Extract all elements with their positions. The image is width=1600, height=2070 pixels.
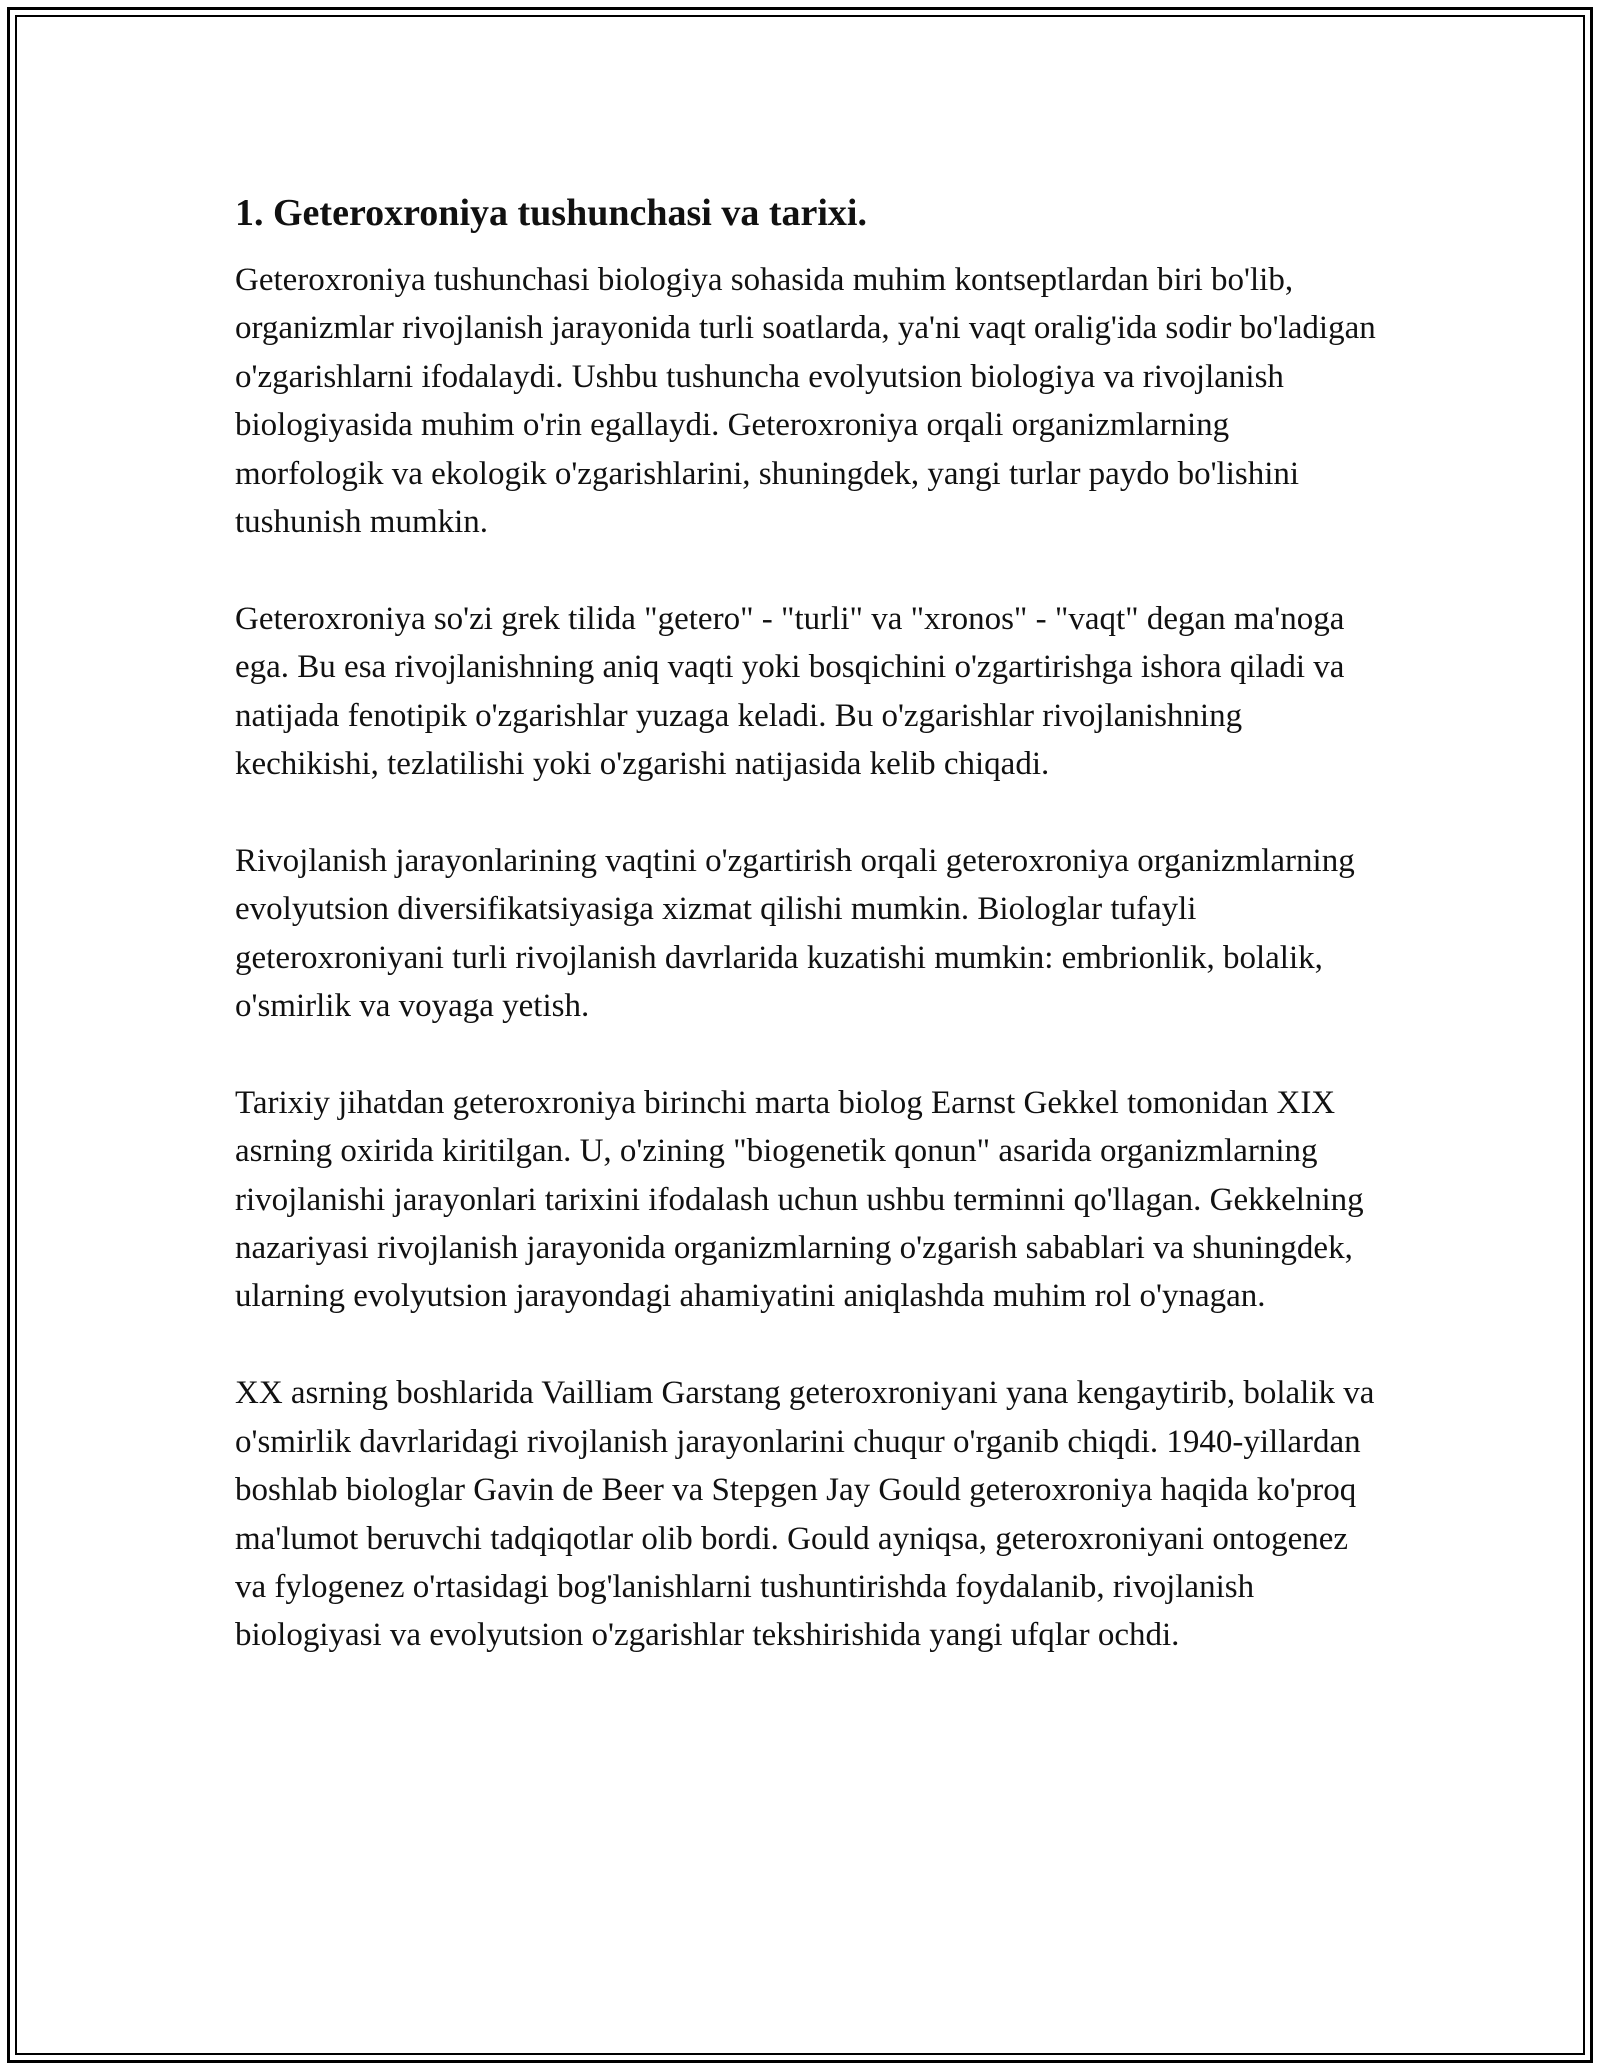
paragraph-etymology: Geteroxroniya so'zi grek tilida "getero" - "turli" va "xronos" - "vaqt" degan ma'noga ega. Bu esa rivojlanishning aniq vaqti yoki bosqichini o'zgartirishga ishora qiladi va natijada fenotipik o'zgarishlar yuzaga keladi. Bu o'zgarishlar rivojlanishning kechikishi, tezlatilishi yoki o'zgarishi natijasida kelib chiqadi. (235, 600, 1345, 783)
section-heading: 1. Geteroxroniya tushunchasi va tarixi. (235, 192, 867, 234)
paragraph-history-20th-century: XX asrning boshlarida Vailliam Garstang geteroxroniyani yana kengaytirib, bolalik va o'smirlik davrlaridagi rivojlanish jarayonlarini chuqur o'rganib chiqdi. 1940-yillardan boshlab biologlar Gavin de Beer va Stepgen Jay Gould geteroxroniya haqida ko'proq ma'lumot beruvchi tadqiqotlar olib bordi. Gould ayniqsa, geteroxroniyani ontogenez va fylogenez o'rtasidagi bog'lanishlarni tushuntirishda foydalanib, rivojlanish biologiyasi va evolyutsion o'zgarishlar tekshirishida yangi ufqlar ochdi. (235, 1375, 1375, 1654)
paragraph-history-gekkel: Tarixiy jihatdan geteroxroniya birinchi marta biolog Earnst Gekkel tomonidan XIX asrning oxirida kiritilgan. U, o'zining "biogenetik qonun" asarida organizmlarning rivojlanishi jarayonlari tarixini ifodalash uchun ushbu terminni qo'llagan. Gekkelning nazariyasi rivojlanish jarayonida organizmlarning o'zgarish sabablari va shuningdek, ularning evolyutsion jarayondagi ahamiyatini aniqlashda muhim rol o'ynagan. (235, 1084, 1364, 1315)
document-body (235, 188, 1380, 1660)
paragraph-definition: Geteroxroniya tushunchasi biologiya sohasida muhim kontseptlardan biri bo'lib, organizmlar rivojlanish jarayonida turli soatlarda, ya'ni vaqt oralig'ida sodir bo'ladigan o'zgarishlarni ifodalaydi. Ushbu tushuncha evolyutsion biologiya va rivojlanish biologiyasida muhim o'rin egallaydi. Geteroxroniya orqali organizmlarning morfologik va ekologik o'zgarishlarini, shuningdek, yangi turlar paydo bo'lishini tushunish mumkin. (235, 262, 1376, 541)
paragraph-diversification: Rivojlanish jarayonlarining vaqtini o'zgartirish orqali geteroxroniya organizmlarning evolyutsion diversifikatsiyasiga xizmat qilishi mumkin. Biologlar tufayli geteroxroniyani turli rivojlanish davrlarida kuzatishi mumkin: embrionlik, bolalik, o'smirlik va voyaga yetish. (235, 842, 1355, 1025)
